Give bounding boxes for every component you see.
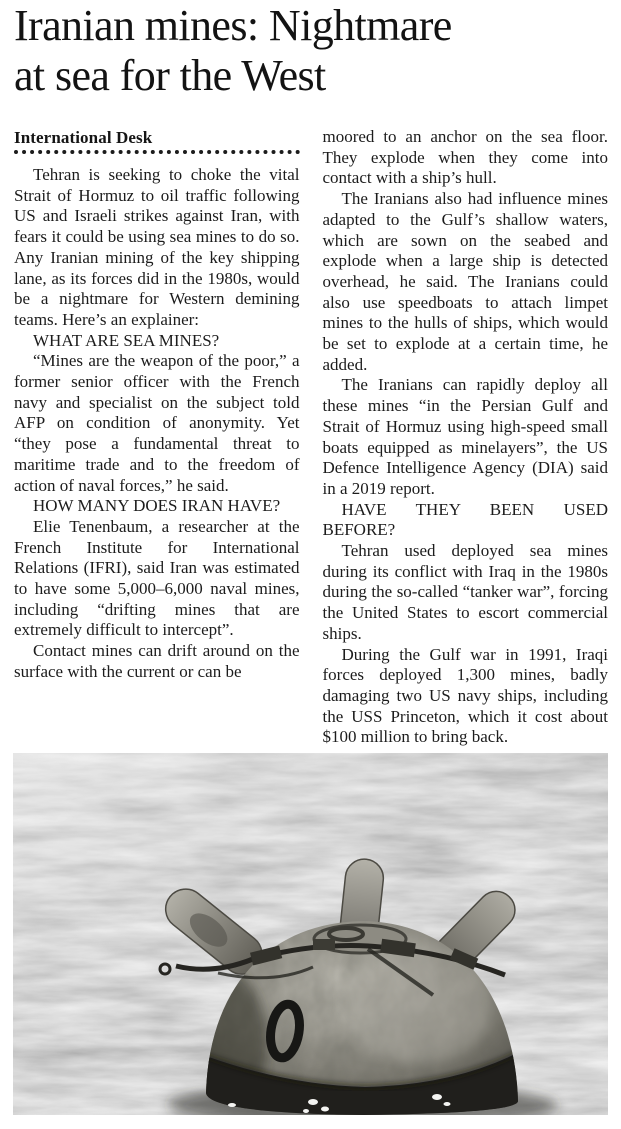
paragraph: The Iranians also had influence mines adapted to the Gulf’s shallow waters, which are sown on the seabed and explode when a large ship is detected overhead, he said. The Iranians could also use speedboats to attach limpet mines to the hulls of ships, which would be set to explode at a certain time, he added. [322,189,608,374]
paragraph-continuation: moored to an anchor on the sea floor. They explode when they come into contact with a ship’s hull. [322,127,608,188]
byline-dotted-rule [14,149,300,154]
paragraph: Contact mines can drift around on the surface with the current or can be [14,641,300,681]
paragraph: Tehran used deployed sea mines during its conflict with Iraq in the 1980s during the so-called “tanker war”, forcing the United States to escort commercial ships. [322,541,608,643]
column-right [323,127,609,749]
paragraph: “Mines are the weapon of the poor,” a former senior officer with the French navy and specialist on the subject told AFP on condition of anonymity. Yet “they pose a fundamental threat to maritime trade and to the freedom of action of naval forces,” he said. [14,351,300,495]
section-subhead: WHAT ARE SEA MINES? [33,330,220,350]
article-body [14,127,608,749]
paragraph: The Iranians can rapidly deploy all these mines “in the Persian Gulf and Strait of Hormuz using high-speed small boats equipped as minelayers”, the US Defence Intelligence Agency (DIA) said in a 2019 report. [322,375,608,498]
mine-photo-graphic [13,753,608,1115]
paragraph: Elie Tenenbaum, a researcher at the French Institute for International Relations (IFRI), said Iran was estimated to have some 5,000–6,000 naval mines, including “drifting mines that are extremely difficult to intercept”. [14,516,300,640]
section-subhead: HAVE THEY BEEN USED BEFORE? [322,499,608,540]
byline: International Desk [14,128,153,147]
article-headline [14,1,606,101]
headline-line-1: Iranian mines: Nightmare [14,1,452,50]
section-subhead: HOW MANY DOES IRAN HAVE? [33,496,281,516]
mine-photo [13,753,608,1115]
paragraph: Tehran is seeking to choke the vital Strait of Hormuz to oil traffic following US and Israeli strikes against Iran, with fears it could be using sea mines to do so. Any Iranian mining of the key shipping lane, as its forces did in the 1980s, would be a nightmare for Western demining teams. Here’s an explainer: [14,165,300,329]
column-left [14,127,300,749]
headline-line-2: at sea for the West [14,51,326,100]
paragraph: During the Gulf war in 1991, Iraqi forces deployed 1,300 mines, badly damaging two US navy ships, including the USS Princeton, which it cost about $100 million to bring back. [322,644,608,747]
